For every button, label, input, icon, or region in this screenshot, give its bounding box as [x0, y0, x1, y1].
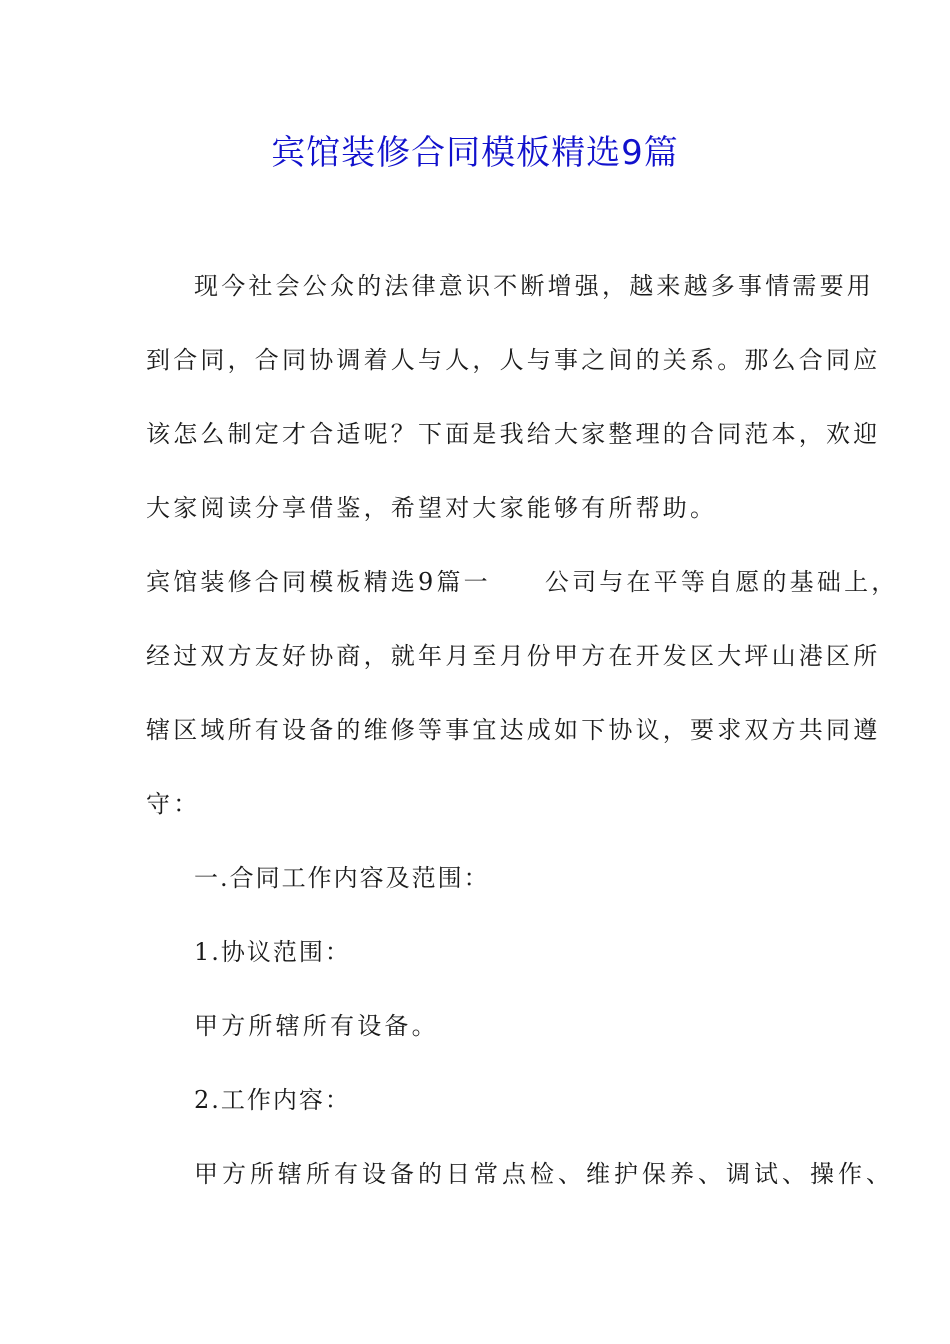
clause-1-1-text: 甲方所辖所有设备。 — [194, 1012, 439, 1040]
section-first-line-text: 公司与在平等自愿的基础上， — [544, 568, 899, 596]
body-line-3: 守： — [146, 790, 201, 818]
clause-1-2-text: 甲方所辖所有设备的日常点检、维护保养、调试、操作、 — [194, 1160, 894, 1188]
section-heading: 宾馆装修合同模板精选9篇一 — [146, 568, 491, 596]
body-line-2: 辖区域所有设备的维修等事宜达成如下协议，要求双方共同遵 — [146, 716, 881, 744]
clause-1-heading: 一.合同工作内容及范围： — [194, 864, 490, 892]
intro-line-4: 大家阅读分享借鉴，希望对大家能够有所帮助。 — [146, 494, 718, 522]
body-line-1: 经过双方友好协商，就年月至月份甲方在开发区大坪山港区所 — [146, 642, 881, 670]
clause-1-1-heading: 1.协议范围： — [194, 938, 351, 966]
document-title: 宾馆装修合同模板精选9篇 — [271, 133, 679, 173]
intro-line-2: 到合同，合同协调着人与人，人与事之间的关系。那么合同应 — [146, 346, 881, 374]
intro-line-3: 该怎么制定才合适呢？下面是我给大家整理的合同范本，欢迎 — [146, 420, 881, 448]
clause-1-2-heading: 2.工作内容： — [194, 1086, 351, 1114]
section-first-line — [146, 564, 898, 600]
intro-line-1: 现今社会公众的法律意识不断增强，越来越多事情需要用 — [194, 272, 874, 300]
